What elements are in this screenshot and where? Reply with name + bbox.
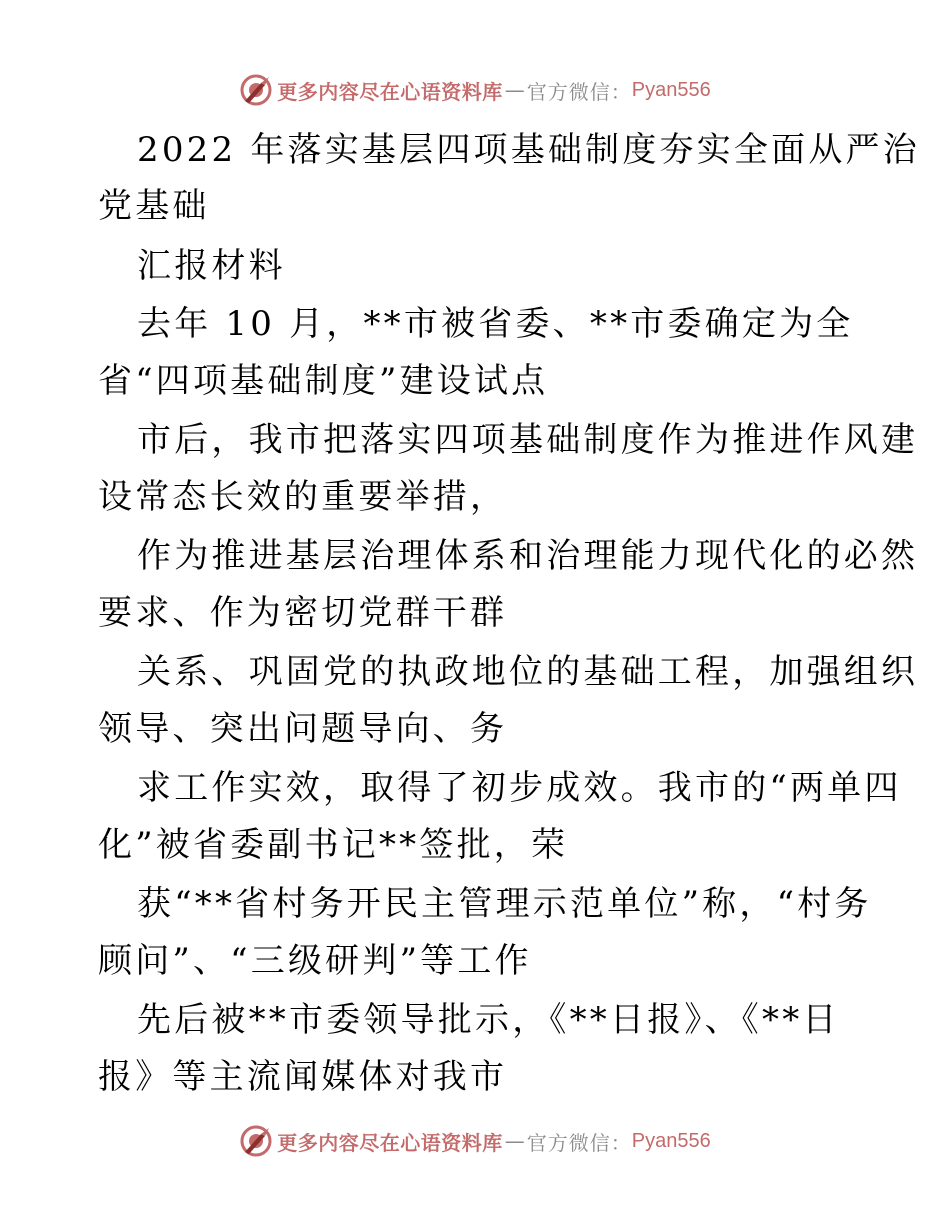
footer-watermark [0, 1121, 950, 1161]
paragraph-line: 求工作实效，取得了初步成效。我市的“两单四 [137, 768, 902, 808]
watermark-site-text: 更多内容尽在心语资料库 [277, 1130, 503, 1155]
paragraph-line: 市后，我市把落实四项基础制度作为推进作风建 [137, 420, 919, 460]
paragraph-line: 去年 10 月，**市被省委、**市委确定为全 [137, 304, 854, 344]
document-subtitle: 汇报材料 [137, 246, 286, 286]
watermark-official-label: 官方微信： [526, 79, 632, 104]
paragraph-line: 设常态长效的重要举措， [98, 477, 508, 517]
paragraph-line: 顾问”、“三级研判”等工作 [98, 941, 532, 981]
quill-pen-logo-icon [239, 1124, 273, 1158]
paragraph-line: 要求、作为密切党群干群 [98, 593, 508, 633]
watermark-dash: — [504, 78, 525, 102]
document-title-line-1: 2022 年落实基层四项基础制度夯实全面从严治 [137, 130, 920, 170]
document-title-line-2: 党基础 [98, 186, 210, 226]
quill-pen-logo-icon [239, 73, 273, 107]
paragraph-line: 关系、巩固党的执政地位的基础工程，加强组织 [137, 652, 919, 692]
watermark-dash: — [504, 1129, 525, 1153]
paragraph-line: 先后被**市委领导批示，《**日报》、《**日 [137, 1000, 840, 1040]
paragraph-line: 化”被省委副书记**签批，荣 [98, 825, 569, 865]
paragraph-line: 领导、突出问题导向、务 [98, 709, 508, 749]
paragraph-line: 省“四项基础制度”建设试点 [98, 361, 549, 401]
header-watermark [0, 70, 950, 110]
watermark-site-text: 更多内容尽在心语资料库 [277, 79, 503, 104]
watermark-official-label: 官方微信： [526, 1130, 632, 1155]
watermark-wechat-id: Pyan556 [631, 1129, 711, 1152]
paragraph-line: 获“**省村务开民主管理示范单位”称，“村务 [137, 884, 872, 924]
paragraph-line: 报》等主流闻媒体对我市 [98, 1057, 508, 1097]
watermark-wechat-id: Pyan556 [631, 78, 711, 101]
paragraph-line: 作为推进基层治理体系和治理能力现代化的必然 [137, 536, 919, 576]
